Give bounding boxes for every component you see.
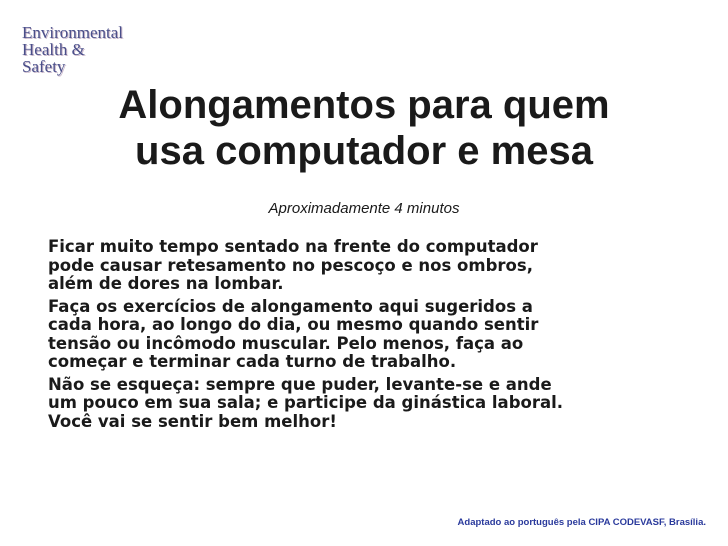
paragraph-line: tensão ou incômodo muscular. Pelo menos, faça ao [48, 333, 524, 353]
paragraph-line: Você vai se sentir bem melhor! [48, 411, 337, 431]
title-line-1: Alongamentos para quem [118, 83, 610, 127]
paragraph [48, 238, 708, 294]
page-title [30, 82, 698, 174]
paragraph-line: cada hora, ao longo do dia, ou mesmo quando sentir [48, 315, 539, 334]
title-line-2: usa computador e mesa [135, 129, 593, 173]
environmental-health-safety-logo [22, 24, 142, 75]
paragraph-line: além de dores na lombar. [48, 274, 284, 293]
paragraph-line: começar e terminar cada turno de trabalho. [48, 352, 457, 371]
paragraph-line: Faça os exercícios de alongamento aqui sugeridos a [48, 296, 533, 316]
subtitle-duration: Aproximadamente 4 minutos [268, 200, 460, 217]
paragraph [48, 376, 708, 432]
paragraph-line: um pouco em sua sala; e participe da ginástica laboral. [48, 393, 564, 412]
logo-line-2: Health & [22, 40, 85, 59]
logo-line-1: Environmental [22, 23, 124, 42]
body-text [48, 238, 708, 435]
paragraph-line: Ficar muito tempo sentado na frente do computador [48, 237, 538, 256]
paragraph [48, 298, 708, 372]
paragraph-line: Não se esqueça: sempre que puder, levante-se e ande [48, 374, 552, 394]
logo-line-3: Safety [22, 57, 66, 76]
paragraph-line: pode causar retesamento no pescoço e nos ombros, [48, 255, 533, 275]
credit-note: Adaptado ao português pela CIPA CODEVASF, Brasília. [457, 517, 706, 528]
